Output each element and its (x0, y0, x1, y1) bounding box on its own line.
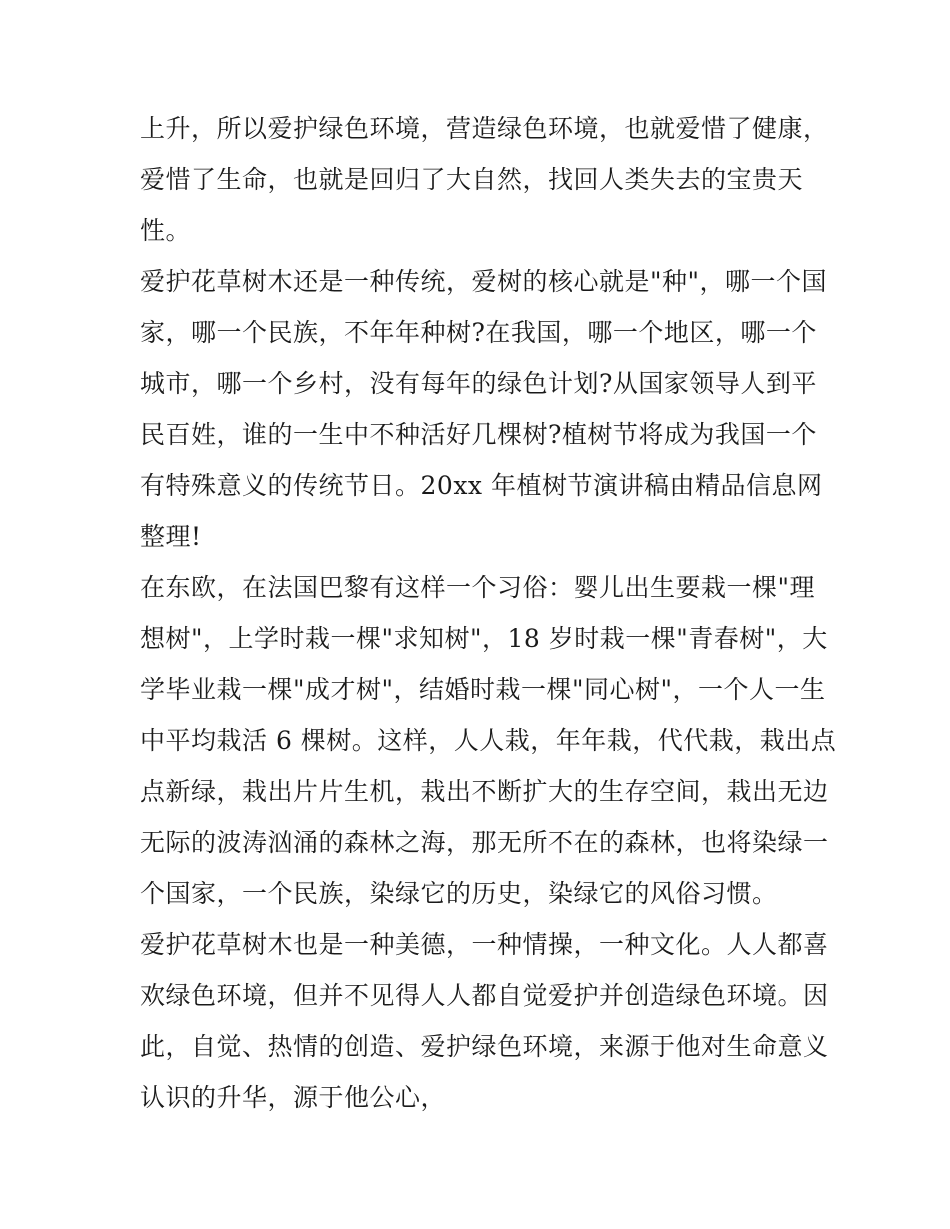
text-line: 认识的升华，源于他公心， (140, 1083, 447, 1112)
text-line: 爱护花草树木还是一种传统，爱树的核心就是"种"，哪一个国 (140, 267, 828, 296)
text-line: 此，自觉、热情的创造、爱护绿色环境，来源于他对生命意义 (140, 1032, 829, 1061)
text-line: 学毕业栽一棵"成才树"，结婚时栽一棵"同心树"，一个人一生 (140, 675, 826, 704)
body-text (140, 103, 837, 1123)
text-line: 有特殊意义的传统节日。20xx 年植树节演讲稿由精品信息网 (140, 471, 823, 500)
text-line: 城市，哪一个乡村，没有每年的绿色计划?从国家领导人到平 (140, 369, 817, 398)
text-line: 个国家，一个民族，染绿它的历史，染绿它的风俗习惯。 (140, 879, 778, 908)
text-line: 欢绿色环境，但并不见得人人都自觉爱护并创造绿色环境。因 (140, 981, 829, 1010)
text-line: 点新绿，栽出片片生机，栽出不断扩大的生存空间，栽出无边 (140, 777, 829, 806)
text-line: 民百姓，谁的一生中不种活好几棵树?植树节将成为我国一个 (140, 420, 817, 449)
text-line: 家，哪一个民族，不年年种树?在我国，哪一个地区，哪一个 (140, 318, 817, 347)
text-line: 在东欧，在法国巴黎有这样一个习俗：婴儿出生要栽一棵"理 (140, 573, 816, 602)
text-line: 整理! (140, 522, 202, 551)
text-line: 中平均栽活 6 棵树。这样，人人栽，年年栽，代代栽，栽出点 (140, 726, 837, 755)
text-line: 爱护花草树木也是一种美德，一种情操，一种文化。人人都喜 (140, 930, 829, 959)
text-line: 想树"，上学时栽一棵"求知树"，18 岁时栽一棵"青春树"，大 (140, 624, 828, 653)
text-line: 无际的波涛汹涌的森林之海，那无所不在的森林，也将染绿一 (140, 828, 829, 857)
text-line: 性。 (140, 216, 192, 245)
text-line: 上升，所以爱护绿色环境，营造绿色环境，也就爱惜了健康， (140, 114, 829, 143)
text-line: 爱惜了生命，也就是回归了大自然，找回人类失去的宝贵天 (140, 165, 804, 194)
